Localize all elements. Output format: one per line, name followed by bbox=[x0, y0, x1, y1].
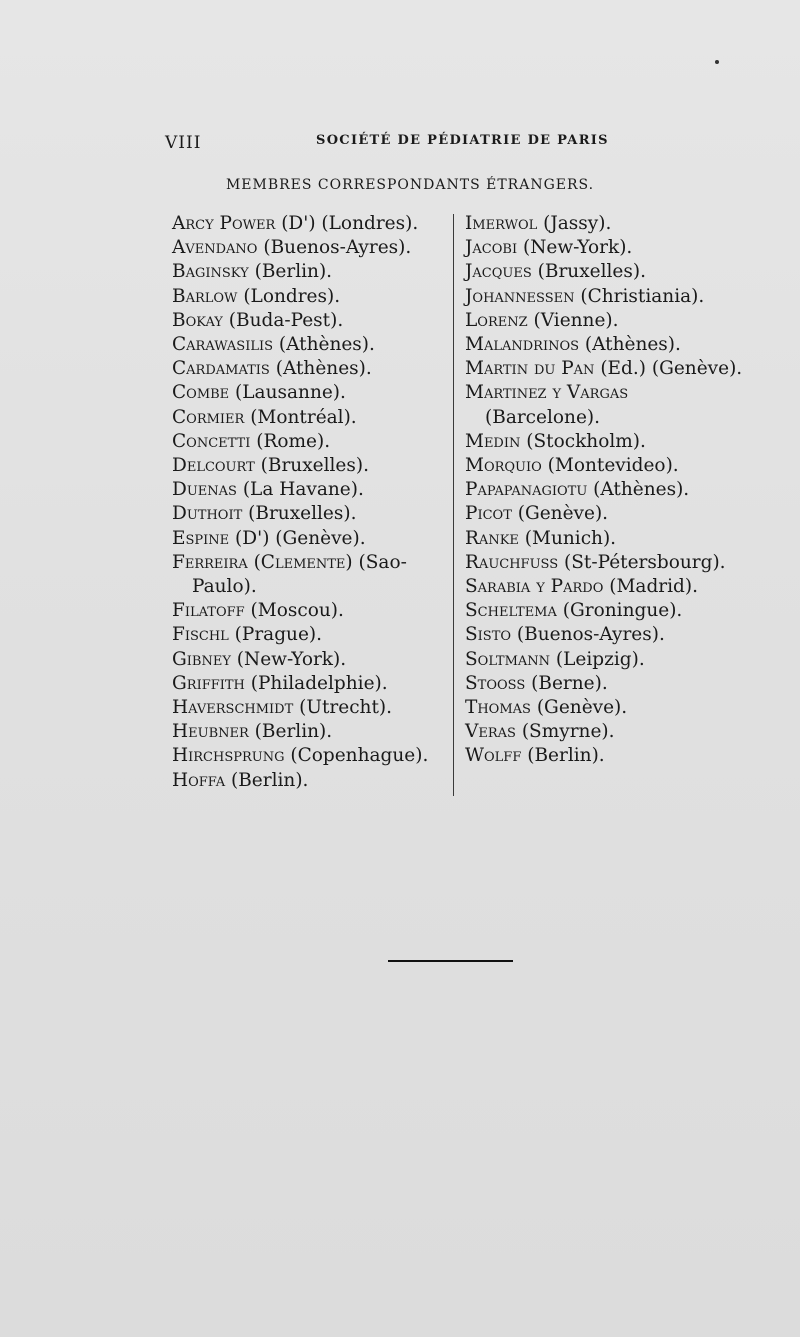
member-entry bbox=[465, 648, 745, 672]
member-name: Lorenz bbox=[465, 309, 528, 331]
member-name: Picot bbox=[465, 503, 512, 525]
member-name: Stooss bbox=[465, 672, 526, 694]
member-name: Barlow bbox=[172, 285, 238, 307]
member-entry bbox=[465, 333, 745, 357]
member-location: (Ed.) (Genève). bbox=[594, 358, 743, 380]
member-location: (Lausanne). bbox=[229, 382, 346, 404]
member-entry bbox=[172, 672, 457, 696]
member-name: Malandrinos bbox=[465, 334, 580, 356]
member-entry bbox=[172, 648, 457, 672]
member-location: (Christiania). bbox=[574, 285, 705, 307]
member-location: (Leipzig). bbox=[550, 648, 645, 670]
member-entry bbox=[465, 309, 745, 333]
member-name: Veras bbox=[465, 721, 516, 743]
member-location: (Munich). bbox=[518, 527, 617, 549]
member-entry bbox=[465, 744, 745, 768]
member-location: (Montréal). bbox=[244, 406, 357, 428]
member-location: (Copenhague). bbox=[284, 745, 429, 767]
member-entry bbox=[172, 212, 457, 236]
member-location: (Buenos-Ayres). bbox=[257, 237, 412, 259]
member-name: Imerwol bbox=[465, 213, 538, 234]
member-location: (Montevideo). bbox=[541, 455, 679, 477]
member-location: (Genève). bbox=[530, 697, 628, 719]
member-name: Martinez y Vargas bbox=[465, 382, 629, 404]
member-entry bbox=[465, 357, 745, 381]
member-location: (Berne). bbox=[525, 672, 608, 694]
member-name: Medin bbox=[465, 430, 521, 452]
member-name: Martin du Pan bbox=[465, 358, 595, 380]
member-entry bbox=[465, 430, 745, 454]
member-name: Avendano bbox=[172, 237, 258, 259]
member-entry bbox=[465, 478, 745, 502]
member-name: Scheltema bbox=[465, 600, 557, 622]
member-location: (Berlin). bbox=[248, 261, 333, 283]
member-entry bbox=[172, 769, 457, 793]
section-title: MEMBRES CORRESPONDANTS ÉTRANGERS. bbox=[225, 177, 595, 193]
member-location: (Buenos-Ayres). bbox=[511, 624, 665, 646]
member-location: (Londres). bbox=[237, 285, 341, 307]
member-name: Espine bbox=[172, 527, 230, 549]
left-column bbox=[172, 212, 457, 793]
member-name: Fischl bbox=[172, 624, 229, 646]
member-location: (Rome). bbox=[250, 430, 331, 452]
member-entry bbox=[172, 744, 457, 768]
member-name: Cardamatis bbox=[172, 358, 270, 380]
member-entry bbox=[465, 502, 745, 526]
member-location: (Smyrne). bbox=[515, 721, 615, 743]
member-location: (New-York). bbox=[517, 237, 633, 259]
member-entry bbox=[172, 381, 457, 405]
end-rule bbox=[388, 960, 513, 962]
page-number: VIII bbox=[165, 133, 202, 153]
member-entry bbox=[465, 381, 745, 429]
member-name: Jacobi bbox=[465, 237, 518, 259]
member-entry bbox=[465, 454, 745, 478]
member-location: (D') (Londres). bbox=[275, 213, 419, 234]
member-location: (Barcelone). bbox=[485, 406, 601, 428]
member-name: Papapanagiotu bbox=[465, 479, 588, 501]
member-entry bbox=[172, 309, 457, 333]
right-column bbox=[465, 212, 745, 769]
member-location: (Athènes). bbox=[587, 479, 690, 501]
member-location: (Athènes). bbox=[579, 334, 681, 356]
member-entry bbox=[172, 454, 457, 478]
member-name: Cormier bbox=[172, 406, 245, 428]
member-entry bbox=[172, 599, 457, 623]
running-head: SOCIÉTÉ DE PÉDIATRIE DE PARIS bbox=[316, 133, 609, 148]
member-entry bbox=[465, 672, 745, 696]
member-entry bbox=[465, 696, 745, 720]
member-location: (Utrecht). bbox=[293, 697, 393, 719]
member-location: (Bruxelles). bbox=[531, 261, 646, 283]
member-name: Hoffa bbox=[172, 769, 226, 791]
member-name: Combe bbox=[172, 382, 230, 404]
member-location: (Groningue). bbox=[556, 600, 683, 622]
member-location: (Stockholm). bbox=[520, 430, 646, 452]
member-name: Concetti bbox=[172, 430, 251, 452]
ink-speck bbox=[715, 60, 719, 64]
member-location: (Vienne). bbox=[527, 309, 619, 331]
member-name: Ferreira (Clemente) bbox=[172, 551, 353, 573]
member-location: (Bruxelles). bbox=[242, 503, 357, 525]
member-location: (Athènes). bbox=[273, 334, 375, 356]
member-location: (Berlin). bbox=[248, 721, 333, 743]
member-entry bbox=[465, 551, 745, 575]
member-entry bbox=[465, 575, 745, 599]
member-name: Sisto bbox=[465, 624, 512, 646]
member-name: Johannessen bbox=[465, 285, 575, 307]
member-location: (Jassy). bbox=[537, 213, 612, 234]
member-name: Ranke bbox=[465, 527, 519, 549]
member-location: (Bruxelles). bbox=[254, 455, 369, 477]
member-entry bbox=[172, 430, 457, 454]
member-entry bbox=[172, 502, 457, 526]
member-entry bbox=[172, 551, 457, 599]
member-name: Griffith bbox=[172, 672, 245, 694]
member-name: Heubner bbox=[172, 721, 249, 743]
member-location: (Buda-Pest). bbox=[222, 309, 344, 331]
member-name: Filatoff bbox=[172, 600, 245, 622]
member-location: (St-Pétersbourg). bbox=[558, 551, 726, 573]
member-entry bbox=[172, 285, 457, 309]
member-entry bbox=[172, 357, 457, 381]
member-name: Carawasilis bbox=[172, 334, 274, 356]
member-entry bbox=[465, 599, 745, 623]
member-location: (Sao-Paulo). bbox=[192, 551, 407, 598]
member-name: Gibney bbox=[172, 648, 231, 670]
member-name: Duthoit bbox=[172, 503, 243, 525]
member-entry bbox=[172, 623, 457, 647]
member-location: (Genève). bbox=[511, 503, 609, 525]
member-entry bbox=[172, 406, 457, 430]
member-entry bbox=[172, 236, 457, 260]
member-name: Duenas bbox=[172, 479, 237, 501]
member-entry bbox=[465, 212, 745, 236]
member-name: Delcourt bbox=[172, 455, 255, 477]
member-entry bbox=[172, 696, 457, 720]
member-name: Rauchfuss bbox=[465, 551, 559, 573]
member-location: (D') (Genève). bbox=[229, 527, 366, 549]
member-name: Jacques bbox=[465, 261, 532, 283]
member-entry bbox=[172, 478, 457, 502]
member-entry bbox=[172, 527, 457, 551]
member-name: Thomas bbox=[465, 697, 531, 719]
member-entry bbox=[172, 720, 457, 744]
member-name: Arcy Power bbox=[172, 213, 276, 234]
member-name: Baginsky bbox=[172, 261, 249, 283]
member-entry bbox=[172, 333, 457, 357]
member-entry bbox=[465, 720, 745, 744]
member-name: Soltmann bbox=[465, 648, 551, 670]
member-location: (La Havane). bbox=[236, 479, 364, 501]
member-location: (Madrid). bbox=[603, 576, 698, 598]
member-name: Bokay bbox=[172, 309, 223, 331]
member-location: (New-York). bbox=[230, 648, 347, 670]
column-divider bbox=[453, 214, 454, 796]
member-name: Morquio bbox=[465, 455, 542, 477]
member-location: (Berlin). bbox=[225, 769, 309, 791]
member-entry bbox=[172, 260, 457, 284]
member-location: (Philadelphie). bbox=[244, 672, 388, 694]
member-entry bbox=[465, 623, 745, 647]
member-name: Haverschmidt bbox=[172, 697, 294, 719]
member-entry bbox=[465, 527, 745, 551]
member-entry bbox=[465, 285, 745, 309]
member-location: (Moscou). bbox=[244, 600, 344, 622]
member-location: (Prague). bbox=[228, 624, 323, 646]
member-name: Wolff bbox=[465, 745, 522, 767]
member-entry bbox=[465, 260, 745, 284]
member-location: (Athènes). bbox=[269, 358, 372, 380]
member-entry bbox=[465, 236, 745, 260]
member-location: (Berlin). bbox=[521, 745, 605, 767]
member-name: Sarabia y Pardo bbox=[465, 576, 604, 598]
member-name: Hirchsprung bbox=[172, 745, 285, 767]
